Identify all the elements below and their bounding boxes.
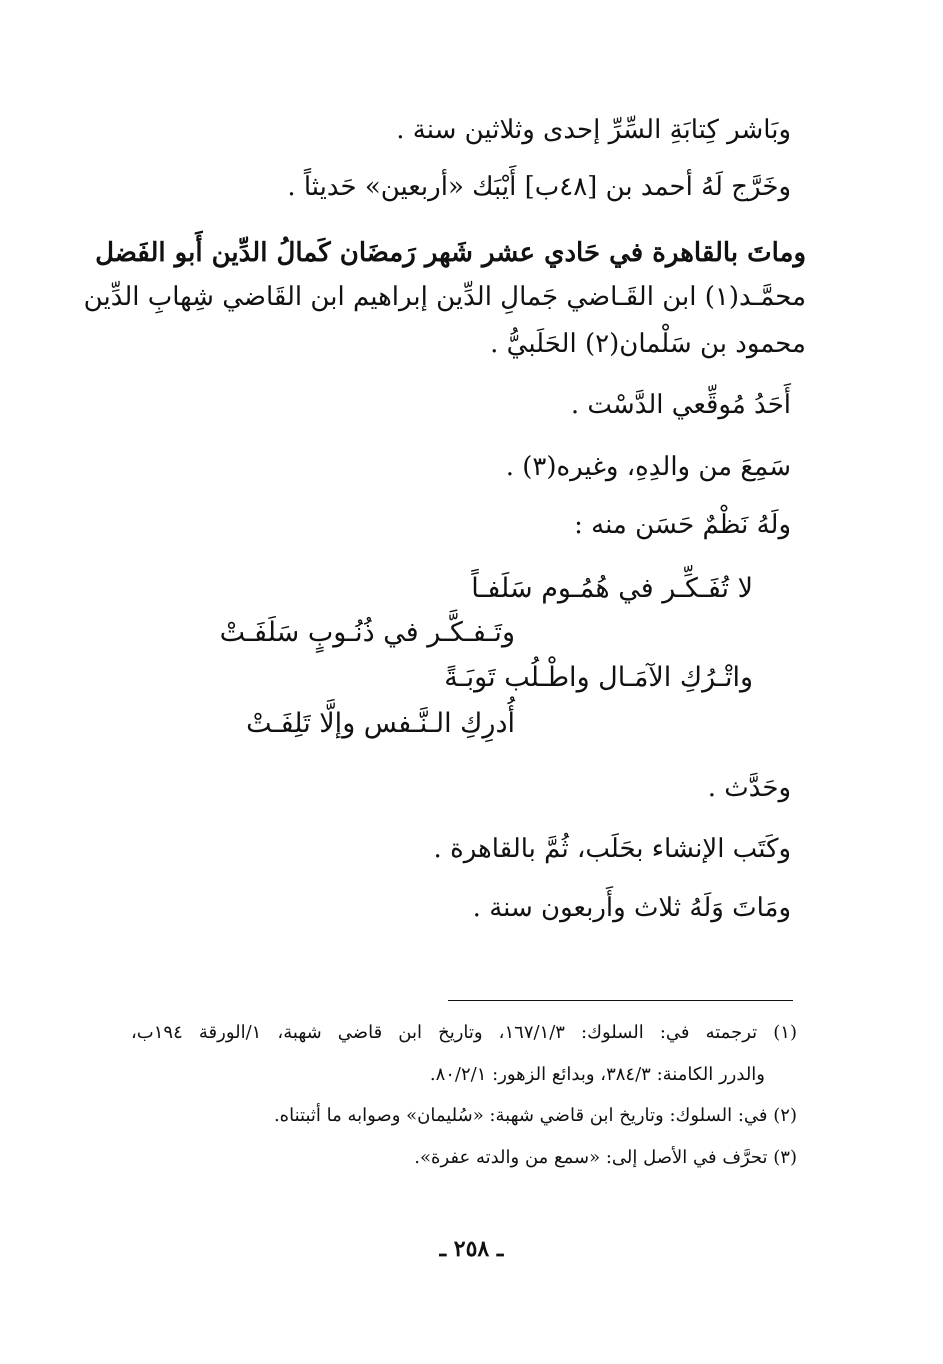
footnote-2: (٢) في: السلوك: وتاريخ ابن قاضي شهبة: «سُليمان» وصوابه ما أثبتناه. <box>273 1105 797 1126</box>
paragraph-age-at-death: ومَاتَ وَلَهُ ثلاث وأَربعون سنة . <box>472 893 791 923</box>
paragraph-chancery: وكَتَب الإنشاء بحَلَب، ثُمَّ بالقاهرة . <box>433 834 791 864</box>
paragraph-secretary-office: وبَاشر كِتابَةِ السِّرِّ إحدى وثلاثين سنة . <box>396 115 791 145</box>
poem-verse-2-second-half: أُدرِكِ الـنَّـفس وإلَّا تَلِفَـتْ <box>246 708 515 739</box>
page-number: ـ ٢٥٨ ـ <box>439 1236 504 1262</box>
poem-verse-2-first-half: واتْـرُكِ الآمَـال واطْـلُب تَوبَـةً <box>444 662 753 693</box>
footnote-3: (٣) تحرَّف في الأصل إلى: «سمع من والدته عفرة». <box>414 1147 797 1168</box>
paragraph-narrated: وحَدَّث . <box>707 773 791 803</box>
paragraph-hadith-forty: وخَرَّج لَهُ أحمد بن [٤٨ب] أَيْبَك «أربعين» حَديثاً . <box>287 172 791 202</box>
paragraph-role: أَحَدُ مُوقِّعي الدَّسْت . <box>570 390 791 420</box>
paragraph-death-line-1: وماتَ بالقاهرة في حَادي عشر شَهر رَمضَان كَمالُ الدِّين أَبو الفَضل <box>95 238 806 268</box>
footnote-divider <box>448 1000 793 1001</box>
poem-verse-1-first-half: لا تُفَـكِّـر في هُمُـوم سَلَفـاً <box>471 573 753 604</box>
paragraph-heard-from-father: سَمِعَ من والدِهِ، وغيره(٣) . <box>505 452 791 482</box>
paragraph-poem-intro: ولَهُ نَظْمٌ حَسَن منه : <box>574 510 791 540</box>
paragraph-death-line-2: محمَّـد(١) ابن القَـاضي جَمالِ الدِّين إبراهيم ابن القَاضي شِهابِ الدِّين <box>83 282 806 312</box>
poem-verse-1-second-half: وتَـفـكَّـر في ذُنُـوبٍ سَلَفَـتْ <box>219 617 515 648</box>
footnote-1-line-1: (١) ترجمته في: السلوك: ١٦٧/١/٣، وتاريخ ابن قاضي شهبة، ١/الورقة ١٩٤ب، <box>131 1022 797 1043</box>
paragraph-death-line-3: محمود بن سَلْمان(٢) الحَلَبيُّ . <box>490 329 806 359</box>
footnote-1-line-2: والدرر الكامنة: ٣٨٤/٣، وبدائع الزهور: ٨٠/٢/١. <box>429 1064 765 1085</box>
